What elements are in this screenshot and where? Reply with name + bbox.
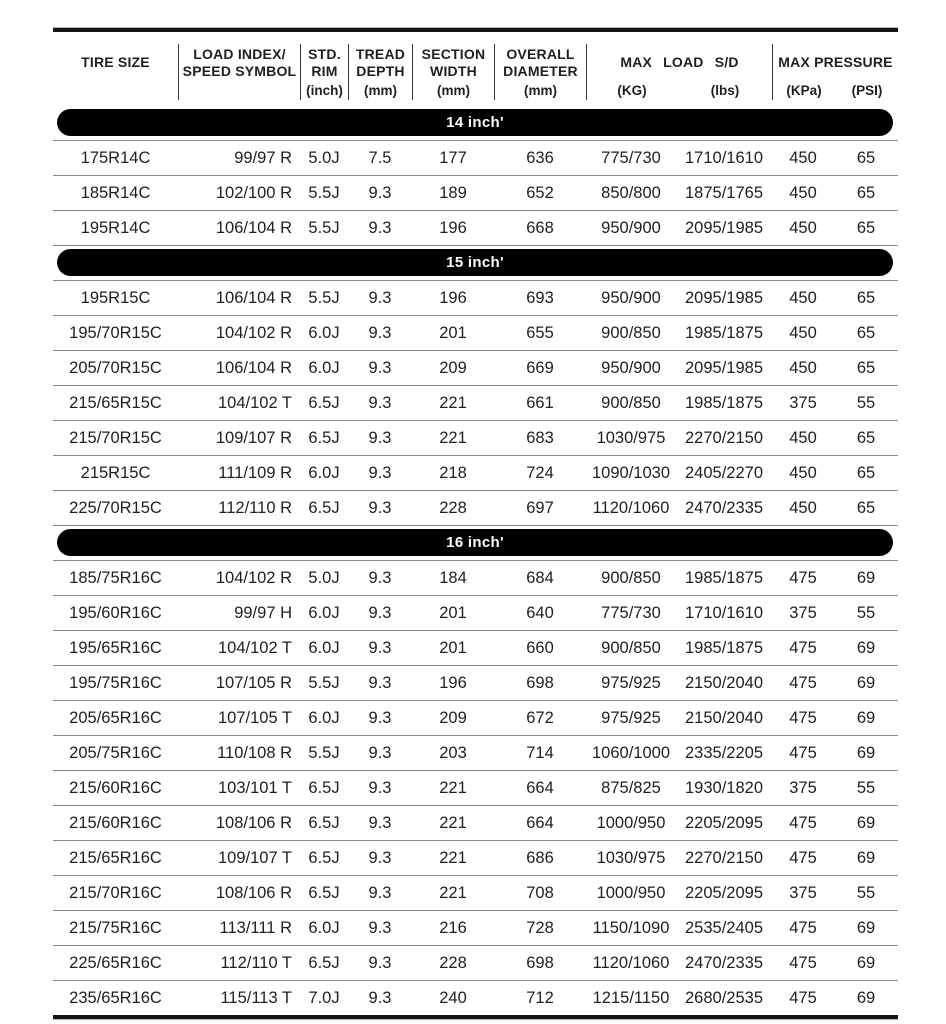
cell-pressure-psi: 65 (856, 463, 876, 482)
col-unit-overall-diameter: (mm) (524, 83, 557, 98)
cell-tread-depth: 9.3 (368, 848, 392, 867)
cell-pressure-psi: 65 (856, 428, 876, 447)
cell-section-width: 221 (439, 393, 467, 412)
cell-section-width: 221 (439, 428, 467, 447)
cell-max-load-kg: 1030/975 (596, 428, 666, 447)
cell-tread-depth: 9.3 (368, 603, 392, 622)
cell-tread-depth: 9.3 (368, 218, 392, 237)
cell-max-load-kg: 1090/1030 (592, 463, 670, 482)
col-unit-std-rim: (inch) (306, 83, 343, 98)
cell-max-load-lbs: 2095/1985 (685, 288, 763, 307)
cell-max-load-kg: 900/850 (601, 638, 661, 657)
cell-max-load-kg: 950/900 (601, 218, 661, 237)
cell-pressure-psi: 65 (856, 148, 876, 167)
cell-load-index: 106/104 R (215, 358, 292, 377)
cell-max-load-lbs: 1985/1875 (685, 393, 763, 412)
col-unit-max-pressure-psi: (PSI) (851, 83, 883, 98)
table-row (53, 316, 898, 351)
cell-pressure-psi: 55 (856, 603, 876, 622)
cell-overall-diameter: 660 (526, 638, 554, 657)
cell-max-load-lbs: 2150/2040 (685, 708, 763, 727)
cell-pressure-kpa: 375 (789, 603, 817, 622)
cell-pressure-psi: 69 (856, 743, 876, 762)
cell-tire-size: 205/70R15C (69, 358, 162, 377)
table-bottom-rule (53, 1015, 898, 1020)
cell-max-load-lbs: 1710/1610 (685, 603, 763, 622)
cell-section-width: 184 (439, 568, 467, 587)
cell-tread-depth: 9.3 (368, 918, 392, 937)
cell-load-index: 113/111 R (219, 918, 292, 937)
cell-max-load-lbs: 1875/1765 (685, 183, 763, 202)
cell-overall-diameter: 693 (526, 288, 554, 307)
cell-section-width: 221 (439, 883, 467, 902)
table-row (53, 736, 898, 771)
cell-max-load-kg: 875/825 (601, 778, 661, 797)
cell-overall-diameter: 714 (526, 743, 554, 762)
table-row (53, 841, 898, 876)
cell-section-width: 221 (439, 848, 467, 867)
cell-overall-diameter: 636 (526, 148, 554, 167)
cell-std-rim: 5.0J (308, 148, 340, 167)
cell-max-load-lbs: 2205/2095 (685, 883, 763, 902)
cell-tire-size: 185/75R16C (69, 568, 162, 587)
cell-max-load-lbs: 2270/2150 (685, 428, 763, 447)
section-band-label: 14 inch' (446, 114, 504, 131)
table-row (53, 211, 898, 246)
cell-overall-diameter: 712 (526, 988, 554, 1007)
table-row (53, 771, 898, 806)
cell-tire-size: 215/70R16C (69, 883, 162, 902)
col-header-max-load (586, 44, 772, 100)
col-header-max-pressure (772, 44, 898, 100)
cell-pressure-kpa: 475 (789, 743, 817, 762)
table-row (53, 981, 898, 1015)
cell-tread-depth: 9.3 (368, 883, 392, 902)
cell-load-index: 107/105 T (217, 708, 292, 727)
cell-section-width: 203 (439, 743, 467, 762)
cell-max-load-kg: 950/900 (601, 358, 661, 377)
cell-overall-diameter: 652 (526, 183, 554, 202)
cell-max-load-kg: 900/850 (601, 393, 661, 412)
cell-section-width: 228 (439, 498, 467, 517)
cell-overall-diameter: 683 (526, 428, 554, 447)
cell-std-rim: 5.5J (308, 288, 340, 307)
cell-overall-diameter: 698 (526, 673, 554, 692)
cell-max-load-kg: 775/730 (601, 148, 661, 167)
cell-pressure-psi: 65 (856, 218, 876, 237)
col-label-section-width-2: WIDTH (430, 62, 477, 79)
cell-section-width: 221 (439, 813, 467, 832)
cell-max-load-kg: 950/900 (601, 288, 661, 307)
cell-std-rim: 6.5J (308, 778, 340, 797)
cell-max-load-lbs: 1985/1875 (685, 568, 763, 587)
cell-std-rim: 5.5J (308, 743, 340, 762)
table-row (53, 911, 898, 946)
cell-pressure-psi: 69 (856, 848, 876, 867)
table-row (53, 421, 898, 456)
cell-max-load-lbs: 1985/1875 (685, 323, 763, 342)
cell-pressure-kpa: 375 (789, 883, 817, 902)
cell-max-load-lbs: 2680/2535 (685, 988, 763, 1007)
cell-max-load-kg: 775/730 (601, 603, 661, 622)
cell-overall-diameter: 698 (526, 953, 554, 972)
cell-load-index: 104/102 R (215, 323, 292, 342)
cell-section-width: 196 (439, 673, 467, 692)
cell-load-index: 109/107 R (215, 428, 292, 447)
cell-max-load-lbs: 2205/2095 (685, 813, 763, 832)
cell-max-load-kg: 1060/1000 (592, 743, 670, 762)
cell-pressure-psi: 69 (856, 918, 876, 937)
cell-overall-diameter: 697 (526, 498, 554, 517)
cell-pressure-kpa: 475 (789, 708, 817, 727)
section-band-label: 15 inch' (446, 254, 504, 271)
cell-std-rim: 6.5J (308, 848, 340, 867)
cell-max-load-kg: 975/925 (601, 708, 661, 727)
col-label-section-width-1: SECTION (421, 46, 486, 63)
cell-pressure-kpa: 450 (789, 428, 817, 447)
cell-pressure-kpa: 450 (789, 148, 817, 167)
cell-overall-diameter: 708 (526, 883, 554, 902)
cell-pressure-kpa: 450 (789, 288, 817, 307)
cell-tire-size: 225/70R15C (69, 498, 162, 517)
cell-tread-depth: 9.3 (368, 743, 392, 762)
cell-section-width: 240 (439, 988, 467, 1007)
col-unit-max-load-lbs: (lbs) (710, 83, 740, 98)
cell-tread-depth: 9.3 (368, 428, 392, 447)
cell-section-width: 228 (439, 953, 467, 972)
cell-max-load-lbs: 1985/1875 (685, 638, 763, 657)
cell-std-rim: 6.0J (308, 708, 340, 727)
cell-std-rim: 6.5J (308, 393, 340, 412)
cell-tread-depth: 9.3 (368, 568, 392, 587)
table-body (53, 106, 898, 1015)
cell-max-load-kg: 900/850 (601, 568, 661, 587)
cell-max-load-kg: 1000/950 (596, 883, 666, 902)
cell-std-rim: 6.5J (308, 498, 340, 517)
col-label-tread-depth-1: TREAD (355, 46, 406, 63)
cell-section-width: 218 (439, 463, 467, 482)
cell-std-rim: 6.5J (308, 883, 340, 902)
table-row (53, 386, 898, 421)
cell-max-load-kg: 975/925 (601, 673, 661, 692)
cell-section-width: 177 (439, 148, 467, 167)
col-label-load-index-2: SPEED SYMBOL (182, 62, 297, 79)
cell-max-load-kg: 900/850 (601, 323, 661, 342)
section-band-wrap (53, 246, 898, 281)
cell-overall-diameter: 668 (526, 218, 554, 237)
cell-overall-diameter: 728 (526, 918, 554, 937)
col-unit-max-pressure-kpa: (KPa) (786, 83, 822, 98)
cell-overall-diameter: 669 (526, 358, 554, 377)
table-row (53, 806, 898, 841)
cell-load-index: 99/97 H (234, 603, 292, 622)
table-row (53, 351, 898, 386)
cell-pressure-kpa: 450 (789, 323, 817, 342)
cell-std-rim: 6.0J (308, 603, 340, 622)
cell-tire-size: 215/60R16C (69, 813, 162, 832)
cell-max-load-lbs: 2095/1985 (685, 218, 763, 237)
cell-pressure-kpa: 450 (789, 463, 817, 482)
cell-section-width: 209 (439, 708, 467, 727)
cell-max-load-lbs: 2405/2270 (685, 463, 763, 482)
cell-pressure-kpa: 375 (789, 778, 817, 797)
cell-tire-size: 195R15C (80, 288, 151, 307)
col-header-load-index (178, 44, 300, 100)
cell-tire-size: 175R14C (80, 148, 151, 167)
cell-load-index: 111/109 R (218, 463, 292, 482)
size-section (53, 246, 898, 526)
cell-pressure-psi: 69 (856, 953, 876, 972)
cell-section-width: 201 (439, 323, 467, 342)
cell-pressure-psi: 55 (856, 393, 876, 412)
cell-tire-size: 235/65R16C (69, 988, 162, 1007)
cell-load-index: 99/97 R (234, 148, 292, 167)
cell-std-rim: 6.0J (308, 463, 340, 482)
cell-section-width: 209 (439, 358, 467, 377)
cell-std-rim: 6.0J (308, 638, 340, 657)
table-row (53, 876, 898, 911)
cell-section-width: 201 (439, 603, 467, 622)
cell-load-index: 104/102 T (217, 638, 292, 657)
cell-tread-depth: 9.3 (368, 358, 392, 377)
col-header-tread-depth (348, 44, 412, 100)
table-row (53, 946, 898, 981)
cell-pressure-psi: 69 (856, 638, 876, 657)
cell-tire-size: 195/65R16C (69, 638, 162, 657)
table-row (53, 666, 898, 701)
cell-overall-diameter: 684 (526, 568, 554, 587)
cell-max-load-kg: 850/800 (601, 183, 661, 202)
col-label-std-rim-2: RIM (311, 62, 338, 79)
cell-pressure-psi: 69 (856, 673, 876, 692)
table-row (53, 631, 898, 666)
cell-tire-size: 215/60R16C (69, 778, 162, 797)
cell-max-load-lbs: 2470/2335 (685, 498, 763, 517)
table-row (53, 701, 898, 736)
section-band-wrap (53, 526, 898, 561)
cell-load-index: 103/101 T (217, 778, 292, 797)
cell-max-load-kg: 1120/1060 (592, 498, 670, 517)
cell-section-width: 201 (439, 638, 467, 657)
cell-max-load-lbs: 2535/2405 (685, 918, 763, 937)
col-label-tire-size: TIRE SIZE (81, 54, 150, 71)
cell-tread-depth: 9.3 (368, 323, 392, 342)
cell-pressure-kpa: 375 (789, 393, 817, 412)
col-unit-section-width: (mm) (437, 83, 470, 98)
table-row (53, 141, 898, 176)
cell-max-load-lbs: 2095/1985 (685, 358, 763, 377)
cell-section-width: 189 (439, 183, 467, 202)
cell-overall-diameter: 672 (526, 708, 554, 727)
cell-tread-depth: 9.3 (368, 393, 392, 412)
cell-max-load-lbs: 2335/2205 (685, 743, 763, 762)
cell-tread-depth: 9.3 (368, 183, 392, 202)
col-label-tread-depth-2: DEPTH (356, 62, 405, 79)
cell-max-load-lbs: 2150/2040 (685, 673, 763, 692)
size-section (53, 106, 898, 246)
cell-load-index: 102/100 R (215, 183, 292, 202)
cell-load-index: 108/106 R (215, 813, 292, 832)
cell-max-load-lbs: 1930/1820 (685, 778, 763, 797)
cell-max-load-kg: 1030/975 (596, 848, 666, 867)
cell-std-rim: 5.5J (308, 218, 340, 237)
cell-load-index: 107/105 R (215, 673, 292, 692)
cell-pressure-kpa: 475 (789, 568, 817, 587)
cell-pressure-kpa: 475 (789, 848, 817, 867)
col-header-overall-diameter (494, 44, 586, 100)
cell-overall-diameter: 661 (526, 393, 554, 412)
cell-pressure-psi: 69 (856, 708, 876, 727)
cell-load-index: 106/104 R (215, 288, 292, 307)
cell-std-rim: 7.0J (308, 988, 340, 1007)
cell-load-index: 115/113 T (220, 988, 292, 1007)
cell-load-index: 109/107 T (217, 848, 292, 867)
cell-overall-diameter: 640 (526, 603, 554, 622)
cell-tread-depth: 9.3 (368, 498, 392, 517)
table-row (53, 596, 898, 631)
col-unit-max-load-kg: (KG) (617, 83, 647, 98)
section-band (57, 249, 893, 276)
table-row (53, 561, 898, 596)
section-band-label: 16 inch' (446, 534, 504, 551)
cell-std-rim: 5.5J (308, 673, 340, 692)
cell-pressure-psi: 65 (856, 323, 876, 342)
cell-std-rim: 6.5J (308, 813, 340, 832)
cell-tread-depth: 9.3 (368, 708, 392, 727)
col-label-max-pressure: MAX PRESSURE (778, 54, 893, 71)
cell-max-load-kg: 1150/1090 (592, 918, 670, 937)
cell-tread-depth: 9.3 (368, 953, 392, 972)
cell-overall-diameter: 664 (526, 778, 554, 797)
cell-load-index: 104/102 R (215, 568, 292, 587)
cell-std-rim: 6.0J (308, 358, 340, 377)
cell-overall-diameter: 664 (526, 813, 554, 832)
cell-load-index: 104/102 T (217, 393, 292, 412)
cell-pressure-psi: 65 (856, 288, 876, 307)
cell-tire-size: 225/65R16C (69, 953, 162, 972)
cell-load-index: 106/104 R (215, 218, 292, 237)
cell-pressure-psi: 69 (856, 813, 876, 832)
cell-tread-depth: 9.3 (368, 463, 392, 482)
cell-pressure-psi: 69 (856, 568, 876, 587)
cell-overall-diameter: 724 (526, 463, 554, 482)
cell-tread-depth: 7.5 (368, 148, 392, 167)
cell-pressure-kpa: 475 (789, 988, 817, 1007)
cell-section-width: 196 (439, 288, 467, 307)
section-band (57, 529, 893, 556)
cell-tire-size: 195/60R16C (69, 603, 162, 622)
cell-std-rim: 5.5J (308, 183, 340, 202)
cell-pressure-kpa: 450 (789, 183, 817, 202)
cell-std-rim: 6.5J (308, 428, 340, 447)
cell-overall-diameter: 655 (526, 323, 554, 342)
cell-std-rim: 6.5J (308, 953, 340, 972)
table-row (53, 281, 898, 316)
cell-pressure-kpa: 475 (789, 813, 817, 832)
cell-tread-depth: 9.3 (368, 988, 392, 1007)
table-row (53, 491, 898, 526)
col-label-max-load: MAX LOAD S/D (620, 54, 739, 71)
cell-section-width: 216 (439, 918, 467, 937)
cell-max-load-lbs: 1710/1610 (685, 148, 763, 167)
cell-pressure-psi: 65 (856, 498, 876, 517)
cell-max-load-lbs: 2470/2335 (685, 953, 763, 972)
section-band (57, 109, 893, 136)
col-header-tire-size (53, 44, 178, 100)
table-header (53, 32, 898, 106)
cell-pressure-kpa: 475 (789, 638, 817, 657)
cell-tire-size: 215/65R15C (69, 393, 162, 412)
cell-pressure-psi: 55 (856, 778, 876, 797)
cell-tire-size: 195/75R16C (69, 673, 162, 692)
cell-std-rim: 6.0J (308, 323, 340, 342)
cell-section-width: 196 (439, 218, 467, 237)
cell-tire-size: 215/70R15C (69, 428, 162, 447)
cell-pressure-kpa: 475 (789, 953, 817, 972)
cell-tire-size: 195/70R15C (69, 323, 162, 342)
cell-pressure-psi: 69 (856, 988, 876, 1007)
cell-pressure-psi: 65 (856, 183, 876, 202)
cell-tread-depth: 9.3 (368, 673, 392, 692)
cell-pressure-kpa: 450 (789, 218, 817, 237)
cell-pressure-kpa: 475 (789, 918, 817, 937)
col-label-overall-diameter-2: DIAMETER (503, 62, 578, 79)
cell-overall-diameter: 686 (526, 848, 554, 867)
table-row (53, 456, 898, 491)
cell-max-load-lbs: 2270/2150 (685, 848, 763, 867)
size-section (53, 526, 898, 1015)
cell-pressure-psi: 65 (856, 358, 876, 377)
col-label-load-index-1: LOAD INDEX/ (193, 46, 286, 63)
cell-max-load-kg: 1120/1060 (592, 953, 670, 972)
col-header-section-width (412, 44, 494, 100)
cell-pressure-kpa: 450 (789, 498, 817, 517)
cell-pressure-psi: 55 (856, 883, 876, 902)
cell-tread-depth: 9.3 (368, 288, 392, 307)
cell-pressure-kpa: 475 (789, 673, 817, 692)
cell-section-width: 221 (439, 778, 467, 797)
col-label-overall-diameter-1: OVERALL (506, 46, 575, 63)
cell-load-index: 110/108 R (217, 743, 292, 762)
cell-max-load-kg: 1000/950 (596, 813, 666, 832)
section-band-wrap (53, 106, 898, 141)
col-label-std-rim-1: STD. (308, 46, 341, 63)
col-header-std-rim (300, 44, 348, 100)
cell-tread-depth: 9.3 (368, 638, 392, 657)
cell-tread-depth: 9.3 (368, 778, 392, 797)
cell-tire-size: 205/65R16C (69, 708, 162, 727)
cell-std-rim: 6.0J (308, 918, 340, 937)
tire-spec-table (53, 27, 898, 1020)
cell-load-index: 112/110 T (220, 953, 292, 972)
cell-pressure-kpa: 450 (789, 358, 817, 377)
cell-load-index: 108/106 R (215, 883, 292, 902)
table-row (53, 176, 898, 211)
cell-tire-size: 205/75R16C (69, 743, 162, 762)
cell-tire-size: 185R14C (80, 183, 151, 202)
cell-tire-size: 215/75R16C (69, 918, 162, 937)
cell-max-load-kg: 1215/1150 (592, 988, 670, 1007)
cell-std-rim: 5.0J (308, 568, 340, 587)
cell-tread-depth: 9.3 (368, 813, 392, 832)
cell-tire-size: 215/65R16C (69, 848, 162, 867)
cell-tire-size: 215R15C (80, 463, 151, 482)
cell-tire-size: 195R14C (80, 218, 151, 237)
cell-load-index: 112/110 R (218, 498, 292, 517)
col-unit-tread-depth: (mm) (364, 83, 397, 98)
